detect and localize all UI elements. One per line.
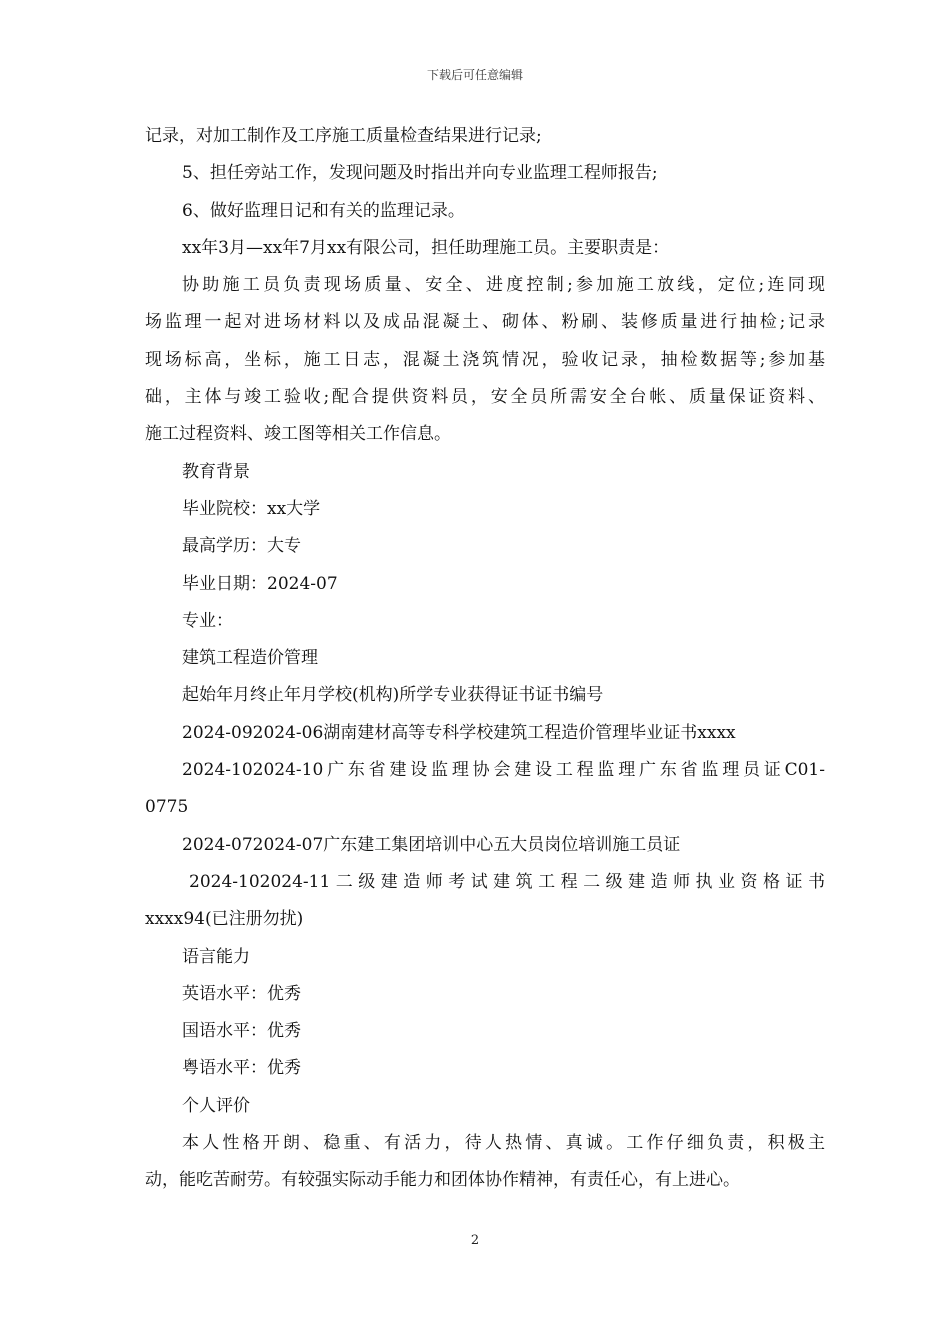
text-line: 国语水平：优秀 bbox=[182, 1021, 301, 1042]
text-line: 专业： bbox=[182, 610, 233, 631]
text-line: xx年3月—xx年7月xx有限公司，担任助理施工员。主要职责是： bbox=[182, 237, 670, 258]
text-line: 协助施工员负责现场质量、安全、进度控制;参加施工放线，定位;连同现 bbox=[182, 275, 825, 296]
text-line: 2024-092024-06湖南建材高等专科学校建筑工程造价管理毕业证书xxxx bbox=[182, 722, 736, 743]
text-line: 建筑工程造价管理 bbox=[182, 648, 318, 669]
text-line: 毕业院校：xx大学 bbox=[182, 498, 321, 519]
text-line: 英语水平：优秀 bbox=[182, 983, 301, 1004]
section-heading: 语言能力 bbox=[182, 946, 250, 967]
text-line: 毕业日期：2024-07 bbox=[182, 573, 338, 594]
text-line: 5、担任旁站工作，发现问题及时指出并向专业监理工程师报告; bbox=[182, 163, 658, 184]
document-body bbox=[145, 118, 825, 1200]
text-line: 施工过程资料、竣工图等相关工作信息。 bbox=[145, 424, 451, 445]
section-heading: 个人评价 bbox=[182, 1095, 250, 1116]
text-line: 场监理一起对进场材料以及成品混凝土、砌体、粉刷、装修质量进行抽检;记录 bbox=[145, 312, 825, 333]
text-line: 2024-102024-11二级建造师考试建筑工程二级建造师执业资格证书 bbox=[189, 871, 825, 892]
text-line: 6、做好监理日记和有关的监理记录。 bbox=[182, 200, 465, 221]
text-line: 础，主体与竣工验收;配合提供资料员，安全员所需安全台帐、质量保证资料、 bbox=[145, 387, 825, 408]
section-heading: 教育背景 bbox=[182, 461, 250, 482]
text-line: 记录，对加工制作及工序施工质量检查结果进行记录; bbox=[145, 126, 542, 146]
page-header-note: 下载后可任意编辑 bbox=[426, 68, 523, 82]
text-line: 2024-102024-10广东省建设监理协会建设工程监理广东省监理员证C01- bbox=[182, 760, 825, 781]
text-line: 起始年月终止年月学校(机构)所学专业获得证书证书编号 bbox=[182, 685, 604, 706]
text-line: 动，能吃苦耐劳。有较强实际动手能力和团体协作精神，有责任心，有上进心。 bbox=[145, 1170, 740, 1191]
page-number: 2 bbox=[470, 1233, 480, 1248]
text-line: 0775 bbox=[145, 797, 189, 818]
text-line: xxxx94(已注册勿扰) bbox=[145, 909, 304, 930]
text-line: 2024-072024-07广东建工集团培训中心五大员岗位培训施工员证 bbox=[182, 834, 681, 855]
text-line: 最高学历：大专 bbox=[182, 536, 301, 557]
text-line: 现场标高，坐标，施工日志，混凝土浇筑情况，验收记录，抽检数据等;参加基 bbox=[145, 349, 825, 370]
text-line: 本人性格开朗、稳重、有活力，待人热情、真诚。工作仔细负责，积极主 bbox=[182, 1133, 825, 1154]
text-line: 粤语水平：优秀 bbox=[182, 1058, 301, 1079]
